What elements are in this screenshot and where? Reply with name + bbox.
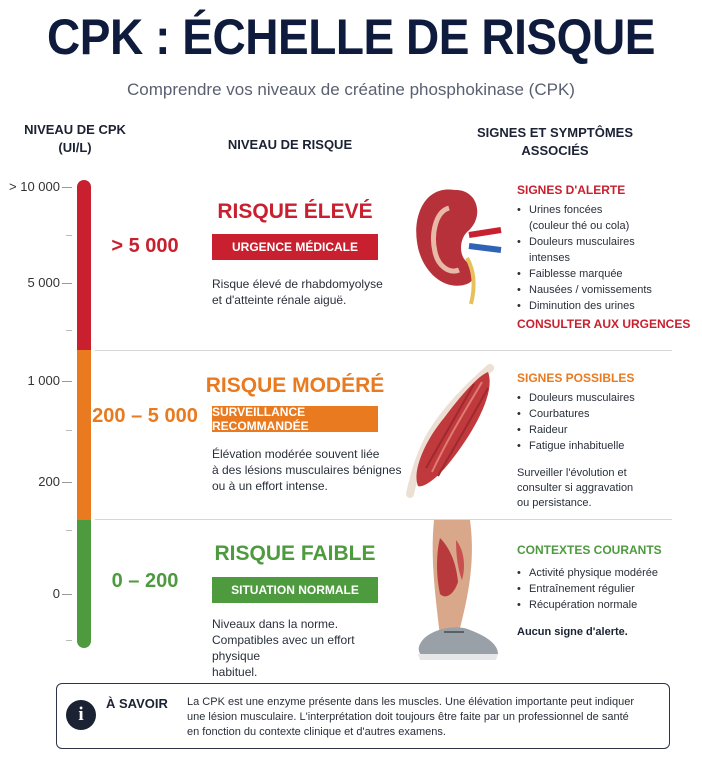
risk-bar-moderate	[77, 350, 91, 520]
description-line: Élévation modérée souvent liée	[212, 447, 380, 461]
sign-item: • Nausées / vomissements	[517, 283, 687, 298]
column-heading-cpk-level	[20, 121, 130, 157]
info-text-line: une lésion musculaire. L'interprétation doit toujours être faite par un professionnel de santé	[187, 711, 629, 723]
description-high	[212, 276, 402, 308]
monitoring-note	[517, 466, 687, 511]
scale-label: 5 000	[27, 275, 60, 290]
info-text-line: La CPK est une enzyme présente dans les muscles. Une élévation importante peut indiquer	[187, 696, 634, 708]
description-line: Compatibles avec un effort physique	[212, 633, 355, 663]
scale-label: 200	[38, 474, 60, 489]
sign-item-continued: intenses	[529, 252, 570, 264]
scale-tick	[62, 187, 72, 188]
page-title: CPK : ÉCHELLE DE RISQUE	[47, 9, 655, 65]
description-line: à des lésions musculaires bénignes	[212, 463, 402, 477]
column-heading-signs	[470, 124, 640, 160]
description-line: ou à un effort intense.	[212, 479, 328, 493]
badge-low: SITUATION NORMALE	[212, 577, 378, 603]
sign-item: • Entraînement régulier	[517, 582, 687, 597]
sign-item: • Activité physique modérée	[517, 566, 687, 581]
description-line: Niveaux dans la norme.	[212, 617, 339, 631]
sign-item: • Urines foncées	[517, 203, 687, 218]
signs-list-low	[517, 566, 687, 614]
sign-item: • Raideur	[517, 423, 687, 438]
section-divider	[95, 350, 672, 351]
urgent-consult-note: CONSULTER AUX URGENCES	[517, 317, 691, 331]
section-divider	[95, 519, 672, 520]
scale-minor-tick	[66, 235, 72, 236]
description-moderate	[212, 446, 402, 494]
scale-minor-tick	[66, 640, 72, 641]
signs-list-moderate	[517, 391, 687, 455]
info-text-line: en fonction du contexte clinique et d'autres examens.	[187, 726, 446, 738]
signs-heading-moderate: SIGNES POSSIBLES	[517, 371, 635, 385]
scale-tick	[62, 594, 72, 595]
description-line: et d'atteinte rénale aiguë.	[212, 293, 347, 307]
scale-minor-tick	[66, 430, 72, 431]
column-heading-line: ASSOCIÉS	[521, 143, 589, 158]
info-label: À SAVOIR	[106, 696, 168, 711]
sign-item: • Douleurs musculaires	[517, 391, 687, 406]
risk-title-moderate: RISQUE MODÉRÉ	[205, 374, 385, 397]
risk-title-low: RISQUE FAIBLE	[214, 542, 376, 565]
no-alert-note: Aucun signe d'alerte.	[517, 626, 628, 638]
column-heading-line: (UI/L)	[58, 140, 92, 155]
leg-with-sneaker-illustration	[412, 520, 502, 662]
scale-label: > 10 000	[9, 179, 60, 194]
sign-item: • Diminution des urines	[517, 299, 687, 314]
signs-list-high	[517, 203, 687, 315]
column-heading-line: NIVEAU DE CPK	[24, 122, 126, 137]
note-line: Surveiller l'évolution et	[517, 467, 627, 479]
risk-bar-high	[77, 180, 91, 350]
kidney-illustration	[405, 180, 505, 305]
scale-minor-tick	[66, 530, 72, 531]
risk-title-high: RISQUE ÉLEVÉ	[217, 200, 373, 223]
sign-item: • Faiblesse marquée	[517, 267, 687, 282]
scale-tick	[62, 283, 72, 284]
column-heading-line: SIGNES ET SYMPTÔMES	[476, 125, 634, 140]
page-subtitle: Comprendre vos niveaux de créatine phosphokinase (CPK)	[127, 80, 575, 99]
note-line: ou persistance.	[517, 497, 592, 509]
signs-heading-high: SIGNES D'ALERTE	[517, 183, 626, 197]
risk-bar-low	[77, 520, 91, 648]
sign-item: • Douleurs musculaires	[517, 235, 687, 250]
scale-tick	[62, 482, 72, 483]
scale-label: 1 000	[27, 373, 60, 388]
scale-minor-tick	[66, 330, 72, 331]
scale-tick	[62, 381, 72, 382]
scale-label: 0	[52, 586, 60, 601]
sign-item-continued: (couleur thé ou cola)	[529, 220, 630, 232]
info-text	[187, 695, 657, 740]
sign-item: • Fatigue inhabituelle	[517, 439, 687, 454]
range-moderate: 200 – 5 000	[92, 405, 198, 427]
muscle-illustration	[404, 362, 504, 502]
description-low	[212, 616, 402, 680]
sign-item: • Courbatures	[517, 407, 687, 422]
note-line: consulter si aggravation	[517, 482, 634, 494]
sign-item: • Récupération normale	[517, 598, 687, 613]
description-line: habituel.	[212, 665, 258, 679]
column-heading-risk: NIVEAU DE RISQUE	[227, 137, 353, 152]
info-icon: i	[66, 700, 96, 730]
range-low: 0 – 200	[111, 570, 179, 592]
range-high: > 5 000	[111, 235, 179, 257]
signs-heading-low: CONTEXTES COURANTS	[517, 543, 662, 557]
badge-moderate: SURVEILLANCE RECOMMANDÉE	[212, 406, 378, 432]
badge-high: URGENCE MÉDICALE	[212, 234, 378, 260]
description-line: Risque élevé de rhabdomyolyse	[212, 277, 383, 291]
